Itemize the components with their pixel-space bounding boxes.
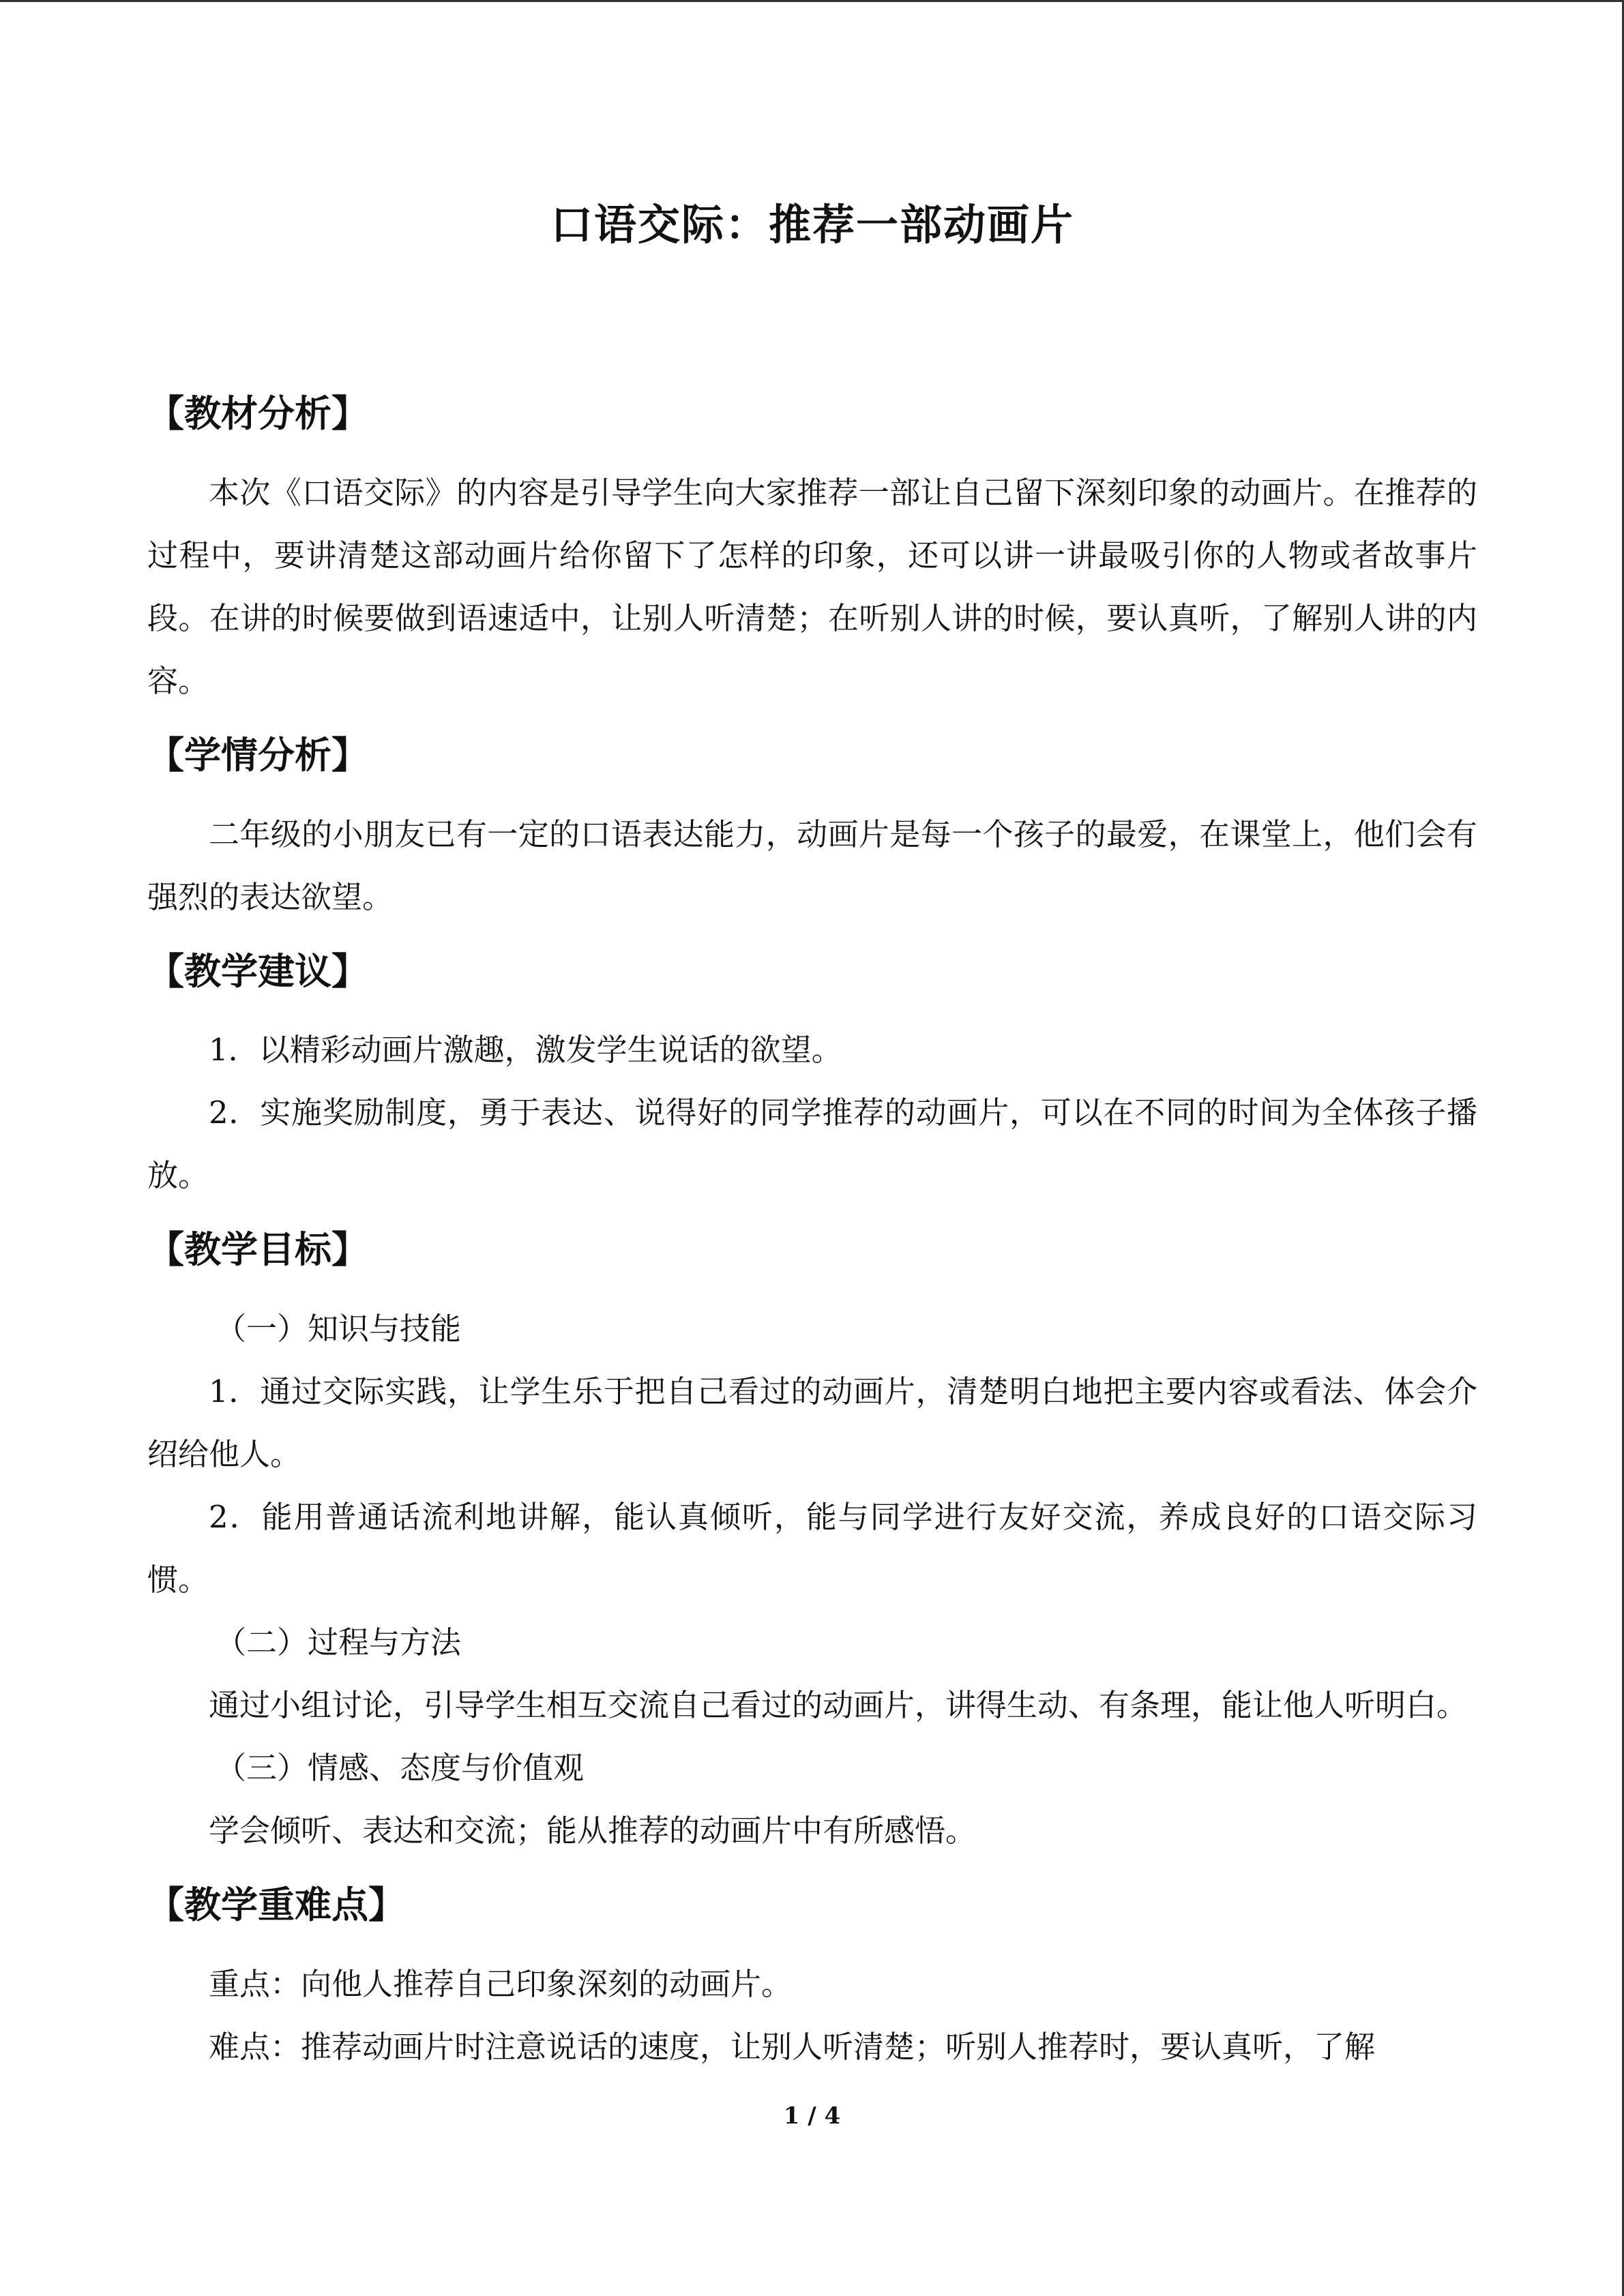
section-heading: 【教学建议】: [147, 949, 368, 993]
page-number: 1 / 4: [783, 2102, 841, 2130]
paragraph: 学会倾听、表达和交流；能从推荐的动画片中有所感悟。: [209, 1813, 977, 1849]
section-student-analysis: [147, 733, 1477, 929]
subheading-emotion-values: （三）情感、态度与价值观: [216, 1750, 585, 1787]
section-heading: 【教学重难点】: [147, 1883, 405, 1927]
section-heading: 【教学目标】: [147, 1227, 368, 1272]
subheading-knowledge-skills: （一）知识与技能: [216, 1311, 462, 1347]
section-heading: 【学情分析】: [147, 732, 368, 777]
list-item: 2．能用普通话流利地讲解，能认真倾听，能与同学进行友好交流，养成良好的口语交际习惯。: [147, 1499, 1477, 1598]
section-teaching-goals: [147, 1227, 1477, 1862]
document-title: 口语交际：推荐一部动画片: [550, 200, 1074, 250]
list-item: 1．通过交际实践，让学生乐于把自己看过的动画片，清楚明白地把主要内容或看法、体会介绍给他人。: [147, 1373, 1477, 1473]
paragraph: 本次《口语交际》的内容是引导学生向大家推荐一部让自己留下深刻印象的动画片。在推荐的过程中，要讲清楚这部动画片给你留下了怎样的印象，还可以讲一讲最吸引你的人物或者故事片段。在讲的时候要做到语速适中，让别人听清楚；在听别人讲的时候，要认真听，了解别人讲的内容。: [147, 474, 1477, 699]
paragraph: 通过小组讨论，引导学生相互交流自己看过的动画片，讲得生动、有条理，能让他人听明白。: [209, 1687, 1468, 1724]
subheading-process-method: （二）过程与方法: [216, 1624, 462, 1661]
document-body: [147, 191, 1477, 2099]
list-item: 1．以精彩动画片激趣，激发学生说话的欲望。: [209, 1032, 842, 1069]
paragraph-key-point: 重点：向他人推荐自己印象深刻的动画片。: [209, 1965, 793, 2002]
section-key-difficulties: [147, 1883, 1477, 2078]
paragraph: 二年级的小朋友已有一定的口语表达能力，动画片是每一个孩子的最爱，在课堂上，他们会有强烈的表达欲望。: [147, 816, 1477, 915]
section-heading: 【教材分析】: [147, 391, 368, 435]
section-textbook-analysis: [147, 391, 1477, 713]
section-teaching-suggestions: [147, 949, 1477, 1208]
paragraph-difficulty: 难点：推荐动画片时注意说话的速度，让别人听清楚；听别人推荐时，要认真听，了解: [209, 2028, 1376, 2065]
list-item: 2．实施奖励制度，勇于表达、说得好的同学推荐的动画片，可以在不同的时间为全体孩子播放。: [147, 1094, 1477, 1194]
page-border-top: [0, 0, 1624, 2]
